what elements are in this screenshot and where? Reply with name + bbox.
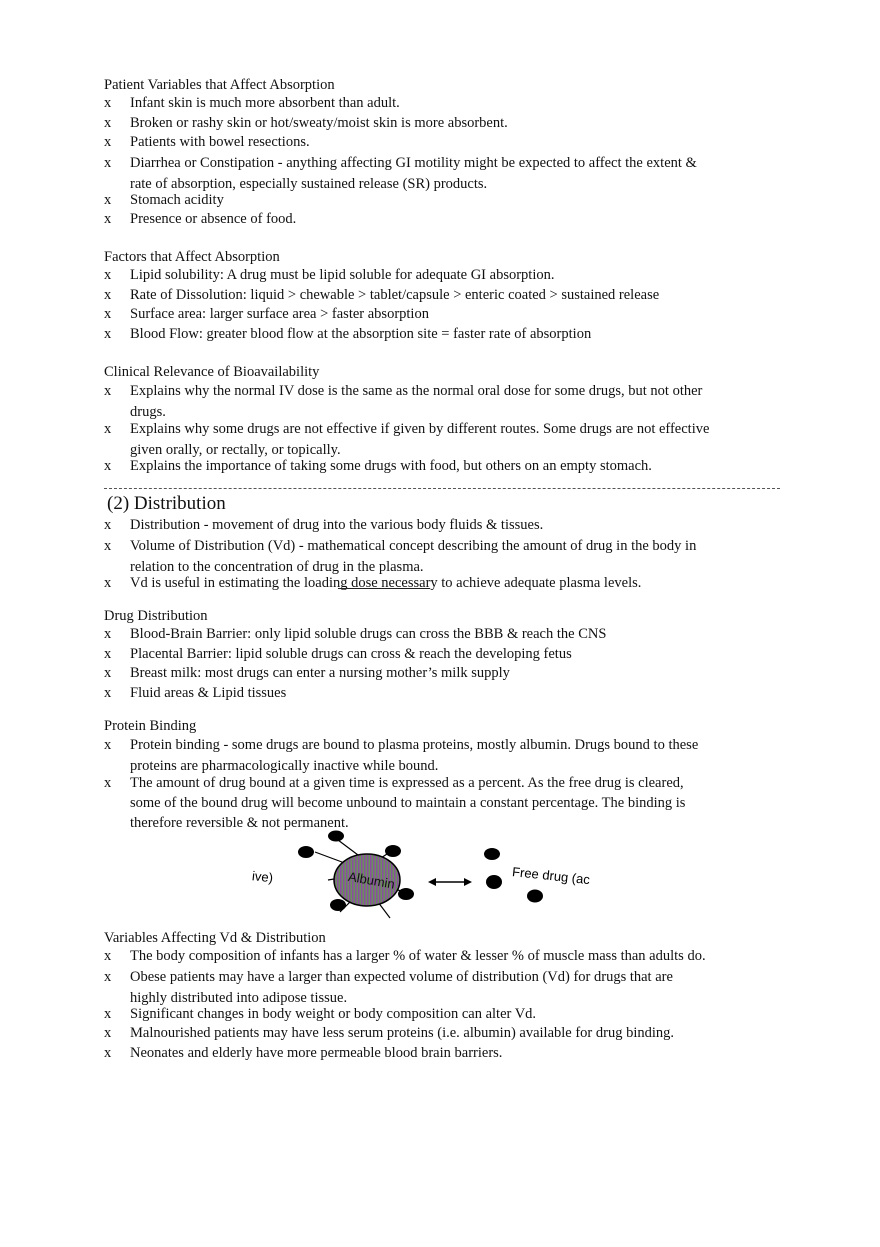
list-item: x Blood-Brain Barrier: only lipid soluble drugs can cross the BBB & reach the CNS [104, 626, 607, 642]
list-item: x Protein binding - some drugs are bound to plasma proteins, mostly albumin. Drugs bound to these proteins are pharmacologically inactive while bound. [104, 737, 699, 774]
left-label: ive) [251, 868, 274, 886]
list-item: x The amount of drug bound at a given time is expressed as a percent. As the free drug is cleared, some of the bound drug will become unbound to maintain a constant percentage. The binding is therefore reversible & not permanent. [104, 775, 686, 831]
list-item: x Stomach acidity [104, 191, 224, 208]
list-item: x Breast milk: most drugs can enter a nursing mother’s milk supply [104, 665, 510, 681]
section-divider [104, 488, 780, 489]
bioavailability-section [104, 363, 804, 477]
list-item: x Neonates and elderly have more permeable blood brain barriers. [104, 1044, 503, 1061]
list-item: x Vd is useful in estimating the loading dose necessary to achieve adequate plasma levels. [104, 574, 642, 591]
list-item: x Blood Flow: greater blood flow at the absorption site = faster rate of absorption [104, 325, 592, 342]
distribution-heading: (2) Distribution [107, 493, 226, 514]
bullet-list [104, 516, 804, 593]
absorption-factors-section [104, 248, 804, 344]
bullet-list [104, 735, 804, 833]
section-heading: Patient Variables that Affect Absorption [104, 77, 335, 93]
protein-binding-figure [250, 830, 610, 925]
albumin-label: Albumin [347, 868, 396, 892]
section-heading: Variables Affecting Vd & Distribution [104, 930, 326, 946]
bullet-list [104, 625, 804, 703]
section-heading: Clinical Relevance of Bioavailability [104, 364, 320, 380]
list-item: x Presence or absence of food. [104, 211, 297, 227]
list-item: x Explains why some drugs are not effective if given by different routes. Some drugs are not effective given orally, or rectally, or topically. [104, 421, 710, 458]
list-item: x Explains why the normal IV dose is the same as the normal oral dose for some drugs, but not other drugs. [104, 383, 703, 420]
list-item: x Patients with bowel resections. [104, 134, 310, 150]
patient-variables-section [104, 76, 804, 230]
list-item: x Infant skin is much more absorbent than adult. [104, 95, 400, 111]
bullet-list [104, 381, 804, 477]
bullet-list [104, 947, 804, 1063]
list-item: x Obese patients may have a larger than expected volume of distribution (Vd) for drugs that are highly distributed into adipose tissue. [104, 968, 673, 1006]
list-item: x Rate of Dissolution: liquid > chewable > tablet/capsule > enteric coated > sustained release [104, 286, 660, 303]
list-item: x Fluid areas & Lipid tissues [104, 684, 287, 701]
equilibrium-arrow [428, 878, 472, 886]
list-item: x Significant changes in body weight or body composition can alter Vd. [104, 1005, 537, 1022]
list-item: x Surface area: larger surface area > faster absorption [104, 306, 429, 322]
underline-mark [338, 588, 430, 589]
protein-binding-section [104, 717, 804, 833]
bullet-list [104, 266, 804, 344]
list-item: x Malnourished patients may have less serum proteins (i.e. albumin) available for drug binding. [104, 1025, 675, 1041]
drug-distribution-section [104, 607, 804, 703]
list-item: x Broken or rashy skin or hot/sweaty/moist skin is more absorbent. [104, 114, 508, 131]
list-item: x Lipid solubility: A drug must be lipid soluble for adequate GI absorption. [104, 267, 555, 283]
list-item: x Explains the importance of taking some drugs with food, but others on an empty stomach. [104, 458, 652, 474]
section-heading: Drug Distribution [104, 608, 208, 624]
section-heading: Protein Binding [104, 718, 197, 734]
bullet-list [104, 94, 804, 230]
section-heading: Factors that Affect Absorption [104, 249, 280, 265]
list-item: x Volume of Distribution (Vd) - mathematical concept describing the amount of drug in the body in relation to the concentration of drug in the plasma. [104, 537, 697, 575]
distribution-section [104, 492, 804, 593]
list-item: x Distribution - movement of drug into the various body fluids & tissues. [104, 517, 544, 533]
free-drug-label: Free drug (ac [511, 864, 591, 888]
list-item: x Diarrhea or Constipation - anything affecting GI motility might be expected to affect the extent & rate of absorption, especially sustained release (SR) products. [104, 154, 697, 192]
vd-variables-section [104, 929, 804, 1063]
list-item: x The body composition of infants has a larger % of water & lesser % of muscle mass than adults do. [104, 948, 706, 964]
list-item: x Placental Barrier: lipid soluble drugs can cross & reach the developing fetus [104, 645, 572, 662]
